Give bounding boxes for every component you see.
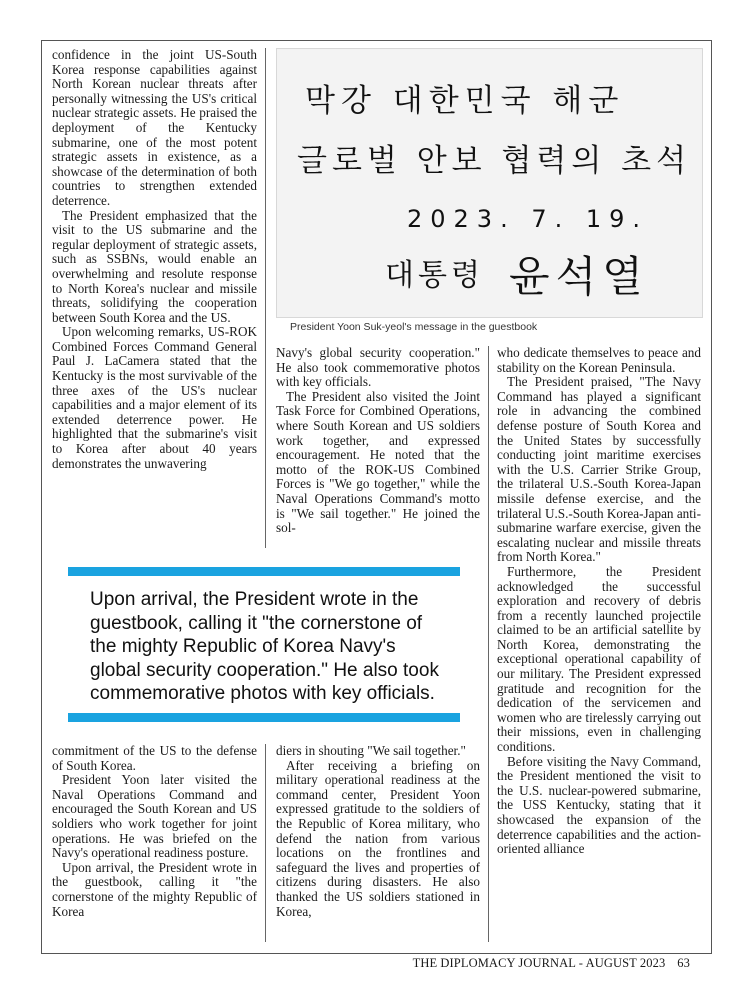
paragraph: The President praised, "The Navy Command has played a significant role in advancing the combined defense posture of South Korea and the United States by successfully conducting joint maritime exercises with the U.S. Carrier Strike Group, the trilateral U.S.-South Korea-Japan missile defense exercise, and the trilateral U.S.-South Korea-Japan anti-submarine warfare exercise, given the escalating nuclear and missile threats from North Korea." — [497, 374, 701, 565]
pullquote-top-bar — [68, 567, 460, 576]
column-3 — [497, 346, 701, 857]
paragraph: The President also visited the Joint Task Force for Combined Operations, where South Korean and US soldiers work together, and expressed encouragement. He noted that the motto of the ROK-US Combined Forces is "We go together," while the Naval Operations Command's motto is "We sail together." He joined the sol- — [276, 388, 480, 536]
column-2-top — [276, 346, 480, 536]
pullquote-bottom-bar — [68, 713, 460, 722]
handwriting-image — [277, 49, 702, 317]
pullquote: Upon arrival, the President wrote in the guestbook, calling it "the cornerstone of the mighty Republic of Korea Navy's global security cooperation." He also took commemorative photos with key officials. — [90, 589, 439, 704]
column-divider — [488, 346, 489, 942]
handwritten-line-2: 글로벌 안보 협력의 초석 — [297, 143, 692, 179]
page-number: 63 — [677, 956, 690, 970]
handwritten-date: 2023. 7. 19. — [407, 205, 649, 233]
column-divider — [265, 744, 266, 942]
paragraph: Furthermore, the President acknowledged the successful exploration and recovery of debris from a recently launched projectile claimed to be an artificial satellite by North Korea, demonstrating the exceptional operational capability of our military. The President expressed gratitude and recognition for the dedication of the servicemen and women who are tirelessly carrying out their missions, even in challenging conditions. — [497, 563, 701, 755]
column-divider — [265, 48, 266, 548]
photo-caption: President Yoon Suk-yeol's message in the guestbook — [290, 321, 538, 333]
paragraph: After receiving a briefing on military operational readiness at the command center, President Yoon expressed gratitude to the soldiers of the Republic of Korea military, who defend the nation from various locations on the frontlines and safeguard the lives and properties of citizens during disasters. He also thanked the US soldiers stationed in Korea, — [276, 757, 480, 919]
paragraph: diers in shouting "We sail together." — [276, 743, 466, 758]
handwritten-title: 대통령 — [385, 258, 484, 293]
paragraph: Navy's global security cooperation." He also took commemorative photos with key officials. — [276, 345, 480, 390]
paragraph: Before visiting the Navy Command, the President mentioned the visit to the U.S. nuclear-powered submarine, the USS Kentucky, stating that it showcased the expansion of the deterrence capabilities and the action-oriented alliance — [497, 753, 701, 857]
publication-name: THE DIPLOMACY JOURNAL - AUGUST 2023 — [412, 956, 666, 970]
paragraph: who dedicate themselves to peace and stability on the Korean Peninsula. — [497, 345, 701, 375]
guestbook-photo — [276, 48, 703, 318]
paragraph: Upon arrival, the President wrote in the guestbook, calling it "the cornerstone of the mighty Republic of Korea — [52, 859, 257, 919]
paragraph: President Yoon later visited the Naval Operations Command and encouraged the South Korean and US soldiers who work together for joint operations. He was briefed on the Navy's operational readiness posture. — [52, 772, 257, 861]
column-1-top — [52, 48, 257, 471]
handwritten-signature: 윤석열 — [509, 252, 649, 301]
paragraph: commitment of the US to the defense of South Korea. — [52, 743, 257, 773]
column-2-bottom — [276, 744, 480, 919]
column-1-bottom — [52, 744, 257, 919]
paragraph: confidence in the joint US-South Korea response capabilities against North Korean nuclear threats after personally witnessing the US's critical nuclear strategic assets. He praised the deployment of the Kentucky submarine, one of the most potent strategic assets in existence, as a showcase of the determination of both countries to strengthen extended deterrence. — [52, 47, 257, 208]
paragraph: The President emphasized that the visit to the US submarine and the regular deployment of strategic assets, such as SSBNs, would enable an overwhelming and resolute response to North Korea's nuclear and missile threats, solidifying the cooperation between South Korea and the US. — [52, 207, 257, 325]
handwritten-line-1: 막강 대한민국 해군 — [305, 83, 625, 119]
page-footer — [413, 956, 690, 971]
paragraph: Upon welcoming remarks, US-ROK Combined Forces Command General Paul J. LaCamera stated that the Kentucky is the most survivable of the three axes of the US's nuclear capabilities and a major element of its extended deterrence power. He highlighted that the submarine's visit to Korea after about 40 years demonstrates the unwavering — [52, 324, 257, 471]
